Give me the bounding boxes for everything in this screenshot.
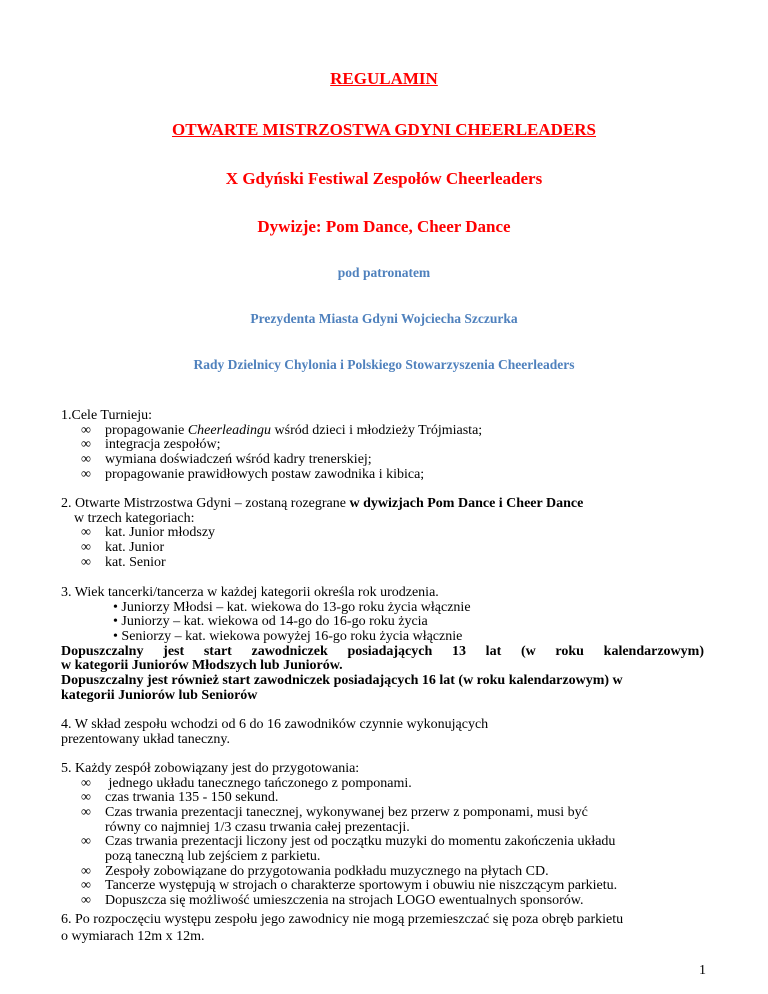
infinity-bullet-icon: ∞ [81, 893, 91, 908]
section-3-text: 3. Wiek tancerki/tancerza w każdej kategorii określa rok urodzenia. [61, 584, 439, 600]
list-item-text: propagowanie Cheerleadingu wśród dzieci i młodzieży Trójmiasta; [105, 422, 483, 438]
list-item-text: wymiana doświadczeń wśród kadry trenerskiej; [105, 452, 372, 467]
section-5-heading: 5. Każdy zespół zobowiązany jest do przygotowania: [61, 760, 360, 776]
section-4-text: 4. W skład zespołu wchodzi od 6 do 16 zawodników czynnie wykonujących [61, 716, 489, 732]
list-item-text: integracja zespołów; [105, 437, 221, 453]
infinity-bullet-icon: ∞ [81, 863, 91, 879]
list-item-text: kat. Junior [105, 540, 165, 556]
infinity-bullet-icon: ∞ [81, 452, 91, 467]
bold-rule-line: Dopuszczalny jest start zawodniczek posiadających 13 lat (w roku kalendarzowym) [61, 643, 704, 659]
document-title: REGULAMIN [330, 69, 438, 88]
bold-rule-line: kategorii Juniorów lub Seniorów [61, 687, 258, 703]
list-item-text: Dopuszcza się możliwość umieszczenia na strojach LOGO ewentualnych sponsorów. [105, 893, 584, 908]
infinity-bullet-icon: ∞ [81, 466, 91, 482]
infinity-bullet-icon: ∞ [81, 437, 91, 453]
infinity-bullet-icon: ∞ [81, 834, 91, 850]
list-item-text: kat. Senior [105, 554, 166, 570]
age-category-item: • Juniorzy Młodsi – kat. wiekowa do 13-go roku życia włącznie [113, 599, 471, 615]
patron-mayor: Prezydenta Miasta Gdyni Wojciecha Szczurka [250, 311, 518, 326]
list-item-text: czas trwania 135 - 150 sekund. [105, 790, 279, 806]
list-item-continuation: równy co najmniej 1/3 czasu trwania całej prezentacji. [105, 819, 410, 835]
section-2-text: 2. Otwarte Mistrzostwa Gdyni – zostaną rozegrane w dywizjach Pom Dance i Cheer Dance [61, 496, 584, 512]
patron-council: Rady Dzielnicy Chylonia i Polskiego Stowarzyszenia Cheerleaders [193, 357, 575, 372]
section-6-text: 6. Po rozpoczęciu występu zespołu jego zawodnicy nie mogą przemieszczać się poza obręb parkietu [61, 912, 624, 927]
document-subtitle: OTWARTE MISTRZOSTWA GDYNI CHEERLEADERS [171, 120, 597, 139]
list-item-text: kat. Junior młodszy [105, 525, 216, 541]
festival-name: X Gdyński Festiwal Zespołów Cheerleaders [225, 169, 543, 188]
patronage-intro: pod patronatem [337, 265, 431, 280]
list-item-continuation: pozą taneczną lub zejściem z parkietu. [105, 848, 321, 864]
section-2-subtext: w trzech kategoriach: [74, 510, 195, 526]
list-item-text: Czas trwania prezentacji tanecznej, wykonywanej bez przerw z pomponami, musi być [105, 804, 588, 820]
list-item-text: Zespoły zobowiązane do przygotowania podkładu muzycznego na płytach CD. [105, 863, 549, 879]
section-6-text: o wymiarach 12m x 12m. [61, 929, 205, 944]
list-item-text: Czas trwania prezentacji liczony jest od początku muzyki do momentu zakończenia układu [105, 834, 616, 850]
bold-rule-line: Dopuszczalny jest również start zawodniczek posiadających 16 lat (w roku kalendarzowym) w [61, 672, 623, 688]
infinity-bullet-icon: ∞ [81, 422, 91, 438]
bold-rule-line: w kategorii Juniorów Młodszych lub Juniorów. [61, 658, 343, 674]
infinity-bullet-icon: ∞ [81, 540, 91, 556]
divisions-heading: Dywizje: Pom Dance, Cheer Dance [257, 217, 511, 236]
infinity-bullet-icon: ∞ [81, 878, 91, 894]
section-1-heading: 1.Cele Turnieju: [61, 408, 153, 423]
list-item-text: jednego układu tanecznego tańczonego z pomponami. [105, 775, 412, 791]
infinity-bullet-icon: ∞ [81, 525, 91, 541]
age-category-item: • Juniorzy – kat. wiekowa od 14-go do 16-go roku życia [113, 614, 428, 630]
infinity-bullet-icon: ∞ [81, 790, 91, 806]
infinity-bullet-icon: ∞ [81, 775, 91, 791]
age-category-item: • Seniorzy – kat. wiekowa powyżej 16-go roku życia włącznie [113, 628, 463, 644]
page-number: 1 [699, 963, 706, 978]
section-4-text: prezentowany układ taneczny. [61, 731, 230, 747]
infinity-bullet-icon: ∞ [81, 554, 91, 570]
list-item-text: propagowanie prawidłowych postaw zawodnika i kibica; [105, 466, 425, 482]
list-item-text: Tancerze występują w strojach o charakterze sportowym i obuwiu nie niszczącym parkietu. [105, 878, 618, 894]
infinity-bullet-icon: ∞ [81, 804, 91, 820]
